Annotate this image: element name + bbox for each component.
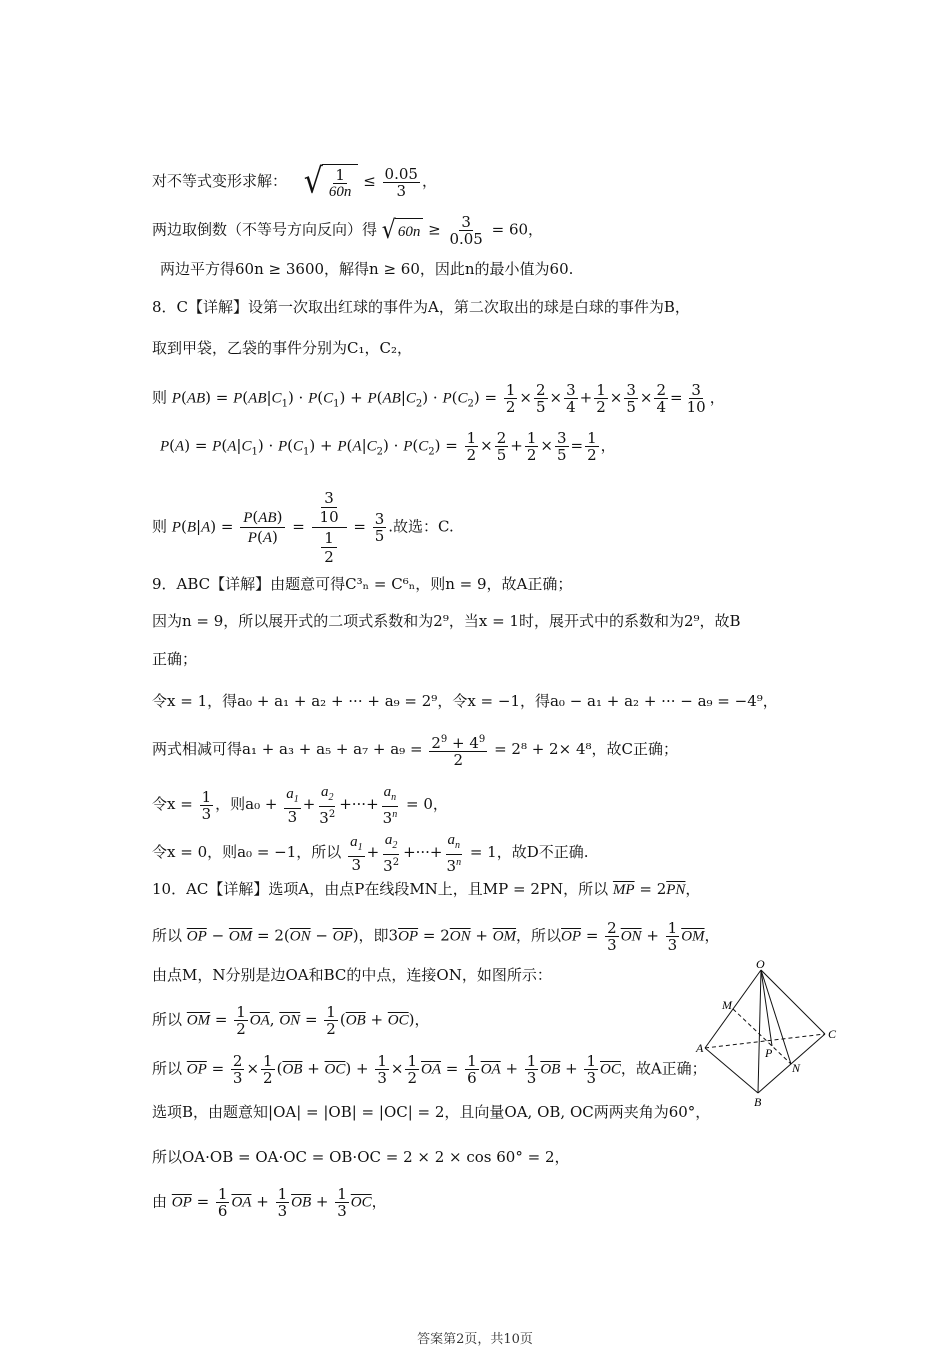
label-A: A: [696, 1041, 704, 1055]
formula-line-23: 由 $\overline{OP}$ = $\frac{1}{6}$ $\overline{OA}$ + $\frac{1}{3}$ $\overline{OB}$ + $\frac{1}{3}$ $\overline{OC}$，: [152, 1185, 387, 1220]
label-P: P: [765, 1046, 773, 1060]
label-M: M: [722, 998, 732, 1012]
label-B: B: [754, 1095, 762, 1108]
segment-OP: [761, 970, 772, 1046]
formula-line-15: 令x = 0，则a₀ = −1，所以 $\frac{a_1}{3}$ + $\frac{a_2}{3^2}$ +···+ $\frac{a_n}{3^n}$ = 1，故D不正确.: [152, 832, 589, 875]
text-line-11: 正确；: [152, 650, 198, 668]
text-line-2: 两边取倒数（不等号方向反向）得 √ 60n ≥ $\frac{3}{0.05}$ = 60，: [152, 213, 544, 248]
formula-line-7: $P(A) = P(A|C_1) \cdot P(C_1) + P(A|C_2) \cdot P(C_2)$ = $\frac{1}{2}$ × $\frac{2}{5}$ + $\frac{1}{2}$ × $\frac{3}{5}$ = $\frac{1}{2}$ ，: [160, 429, 616, 464]
formula-line-17: 所以 $\overline{OP} - \overline{OM} = 2(\overline{ON} - \overline{OP})$，即$3\overline{OP} = 2\overline{ON} + \overline{OM}$，所以$\overline{OP}$ = $\frac{2}{3}$ $\overline{ON}$ + $\frac{1}{3}$ $\overline{OM}$，: [152, 919, 720, 954]
formula-sqrt-2: √ 60n: [382, 216, 424, 246]
edge-OB: [758, 970, 761, 1093]
text-line-16: 10．AC【详解】选项A，由点P在线段MN上，且MP = 2PN，所以 $\overline{MP} = 2\overline{PN}$，: [152, 880, 701, 898]
edge-AB: [705, 1048, 758, 1093]
text-line-4: 8．C【详解】设第一次取出红球的事件为A，第二次取出的球是白球的事件为B，: [152, 298, 690, 316]
text-line-22: 所以OA·OB = OA·OC = OB·OC = 2 × 2 × cos 60° = 2，: [152, 1148, 570, 1166]
edge-OC: [761, 970, 825, 1034]
label-N: N: [792, 1061, 801, 1075]
label-O: O: [756, 958, 765, 971]
text-line-5: 取到甲袋，乙袋的事件分别为C₁，C₂，: [152, 339, 412, 357]
formula-line-6: 则 $P(AB) = P(AB|C_1) \cdot P(C_1) + P(AB|C_2) \cdot P(C_2)$ = $\frac{1}{2}$ × $\frac{2}{5}$ × $\frac{3}{4}$ + $\frac{1}{2}$ × $\frac{3}{5}$ × $\frac{2}{4}$ = $\frac{3}{10}$ ，: [152, 381, 725, 416]
tetrahedron-figure: [693, 958, 843, 1108]
formula-line-14: 令x = $\frac{1}{3}$ ，则a₀ + $\frac{a_1}{3}$ + $\frac{a_2}{3^2}$ +···+ $\frac{a_n}{3^n}$ = 0，: [152, 784, 448, 827]
text-line-9: 9．ABC【详解】由题意可得C³ₙ = C⁶ₙ，则n = 9，故A正确；: [152, 575, 573, 593]
text-line-1: 对不等式变形求解： √ $\frac{1}{60n}$ ≤ $\frac{0.05}{3}$ ，: [152, 161, 437, 202]
text-line-3: 两边平方得60n ≥ 3600，解得n ≥ 60，因此n的最小值为60.: [160, 260, 574, 278]
text-line-21: 选项B，由题意知|OA| = |OB| = |OC| = 2，且向量OA, OB, OC两两夹角为60°，: [152, 1103, 711, 1121]
text-line-12: 令x = 1，得a₀ + a₁ + a₂ + ··· + a₉ = 2⁹，令x = −1，得a₀ − a₁ + a₂ + ··· − a₉ = −4⁹，: [152, 692, 778, 710]
formula-line-20: 所以 $\overline{OP}$ = $\frac{2}{3}$ × $\frac{1}{2}$ $(\overline{OB} + \overline{OC})$ + $\frac{1}{3}$ × $\frac{1}{2}$ $\overline{OA}$ = $\frac{1}{6}$ $\overline{OA}$ + $\frac{1}{3}$ $\overline{OB}$ + $\frac{1}{3}$ $\overline{OC}$，故A正确；: [152, 1052, 707, 1087]
formula-line-8: 则 P(B|A) = $\frac{P(AB)}{P(A)}$ = $\frac{\frac{3}{10}}{\frac{1}{2}}$ = $\frac{3}{5}$ .故选：C.: [152, 489, 454, 566]
formula-sqrt: √ $\frac{1}{60n}$: [304, 164, 359, 200]
text-line-10: 因为n = 9，所以展开式的二项式系数和为2⁹，当x = 1时，展开式中的系数和为2⁹，故B: [152, 612, 741, 630]
text-line-18: 由点M，N分别是边OA和BC的中点，连接ON，如图所示：: [152, 966, 552, 984]
label-C: C: [828, 1027, 837, 1041]
formula-line-19: 所以 $\overline{OM}$ = $\frac{1}{2}$ $\overline{OA}$, $\overline{ON}$ = $\frac{1}{2}$ $(\overline{OB} + \overline{OC})$，: [152, 1003, 430, 1038]
page-footer: 答案第2页，共10页: [417, 1332, 533, 1347]
formula-line-13: 两式相减可得a₁ + a₃ + a₅ + a₇ + a₉ = $\frac{2^9 + 4^9}{2}$ = 2⁸ + 2× 4⁸，故C正确；: [152, 734, 678, 769]
